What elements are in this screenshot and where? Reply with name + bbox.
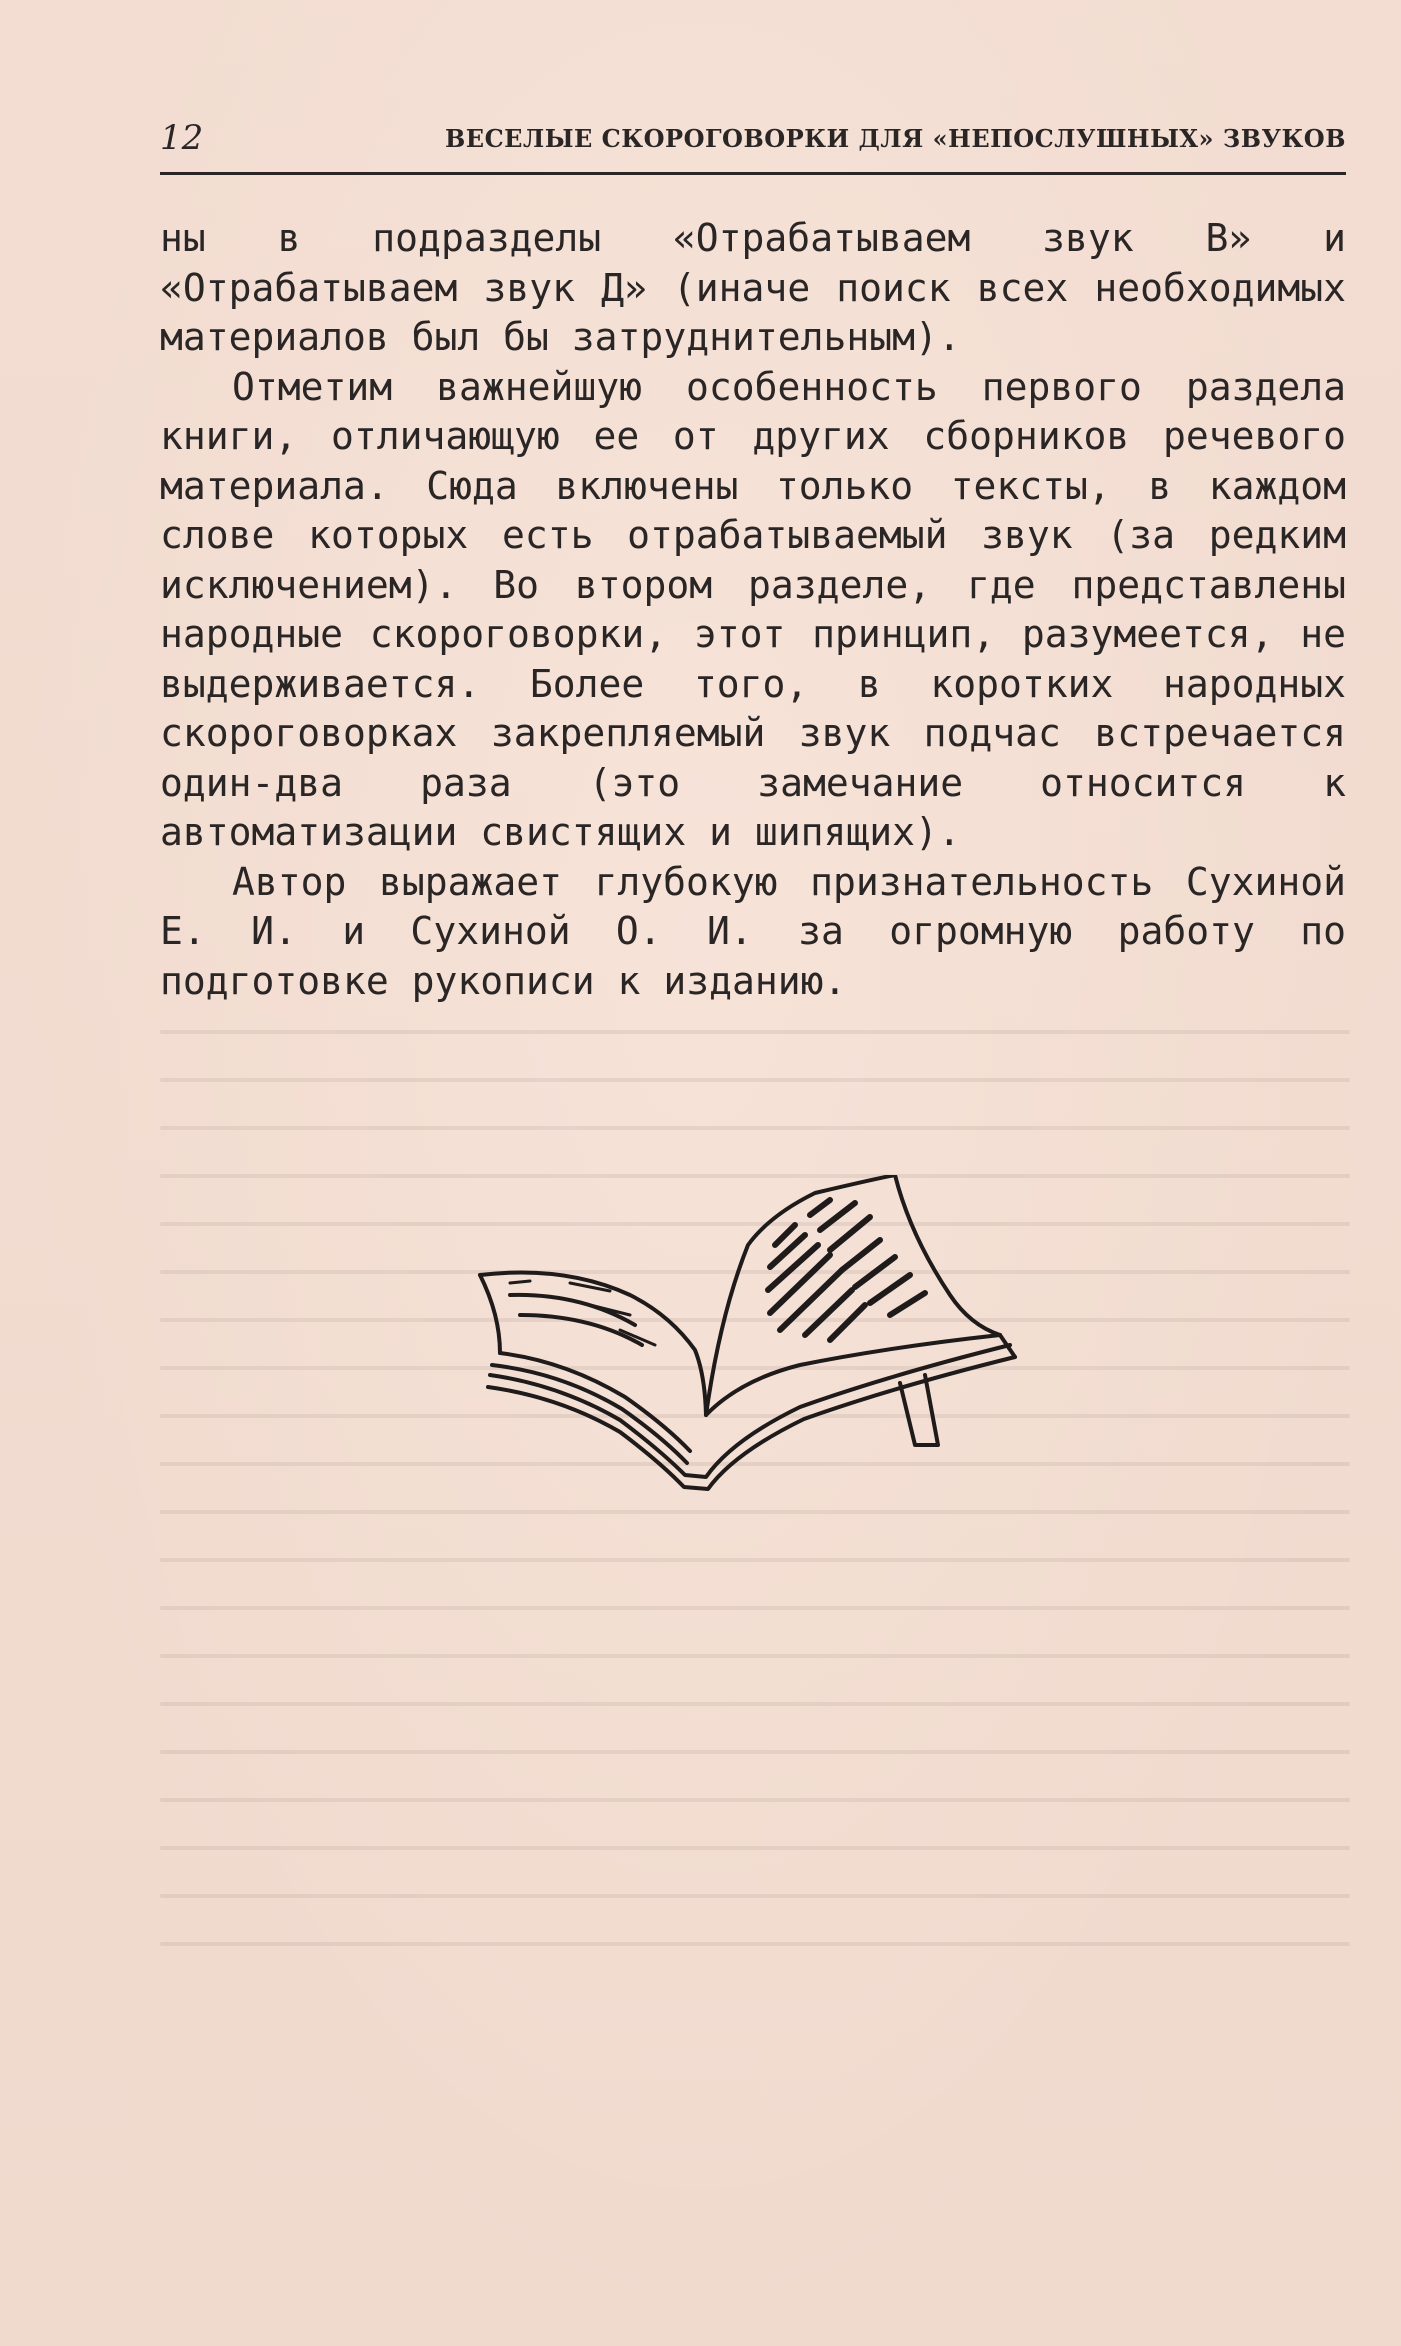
page-header bbox=[160, 118, 1346, 178]
header-rule bbox=[160, 172, 1346, 175]
body-text bbox=[160, 214, 1346, 1006]
open-book-icon bbox=[470, 1175, 1045, 1495]
paragraph-continued: ны в подразделы «Отрабатываем звук В» и «Отрабатываем звук Д» (иначе поиск всех необходимых материалов был бы затруднительным). bbox=[160, 216, 1346, 359]
running-title: ВЕСЕЛЫЕ СКОРОГОВОРКИ ДЛЯ «НЕПОСЛУШНЫХ» ЗВУКОВ bbox=[445, 124, 1346, 153]
paragraph-feature: Отметим важнейшую особенность первого раздела книги, отличающую ее от других сборников речевого материала. Сюда включены только тексты, в каждом слове которых есть отрабатываемый звук (за редким исключением). Во втором разделе, где представлены народные скороговорки, этот принцип, разумеется, не выдерживается. Более того, в коротких народных скороговорках закрепляемый звук подчас встречается один-два раза (это замечание относится к автоматизации свистящих и шипящих). bbox=[160, 364, 1346, 854]
paragraph-acknowledgement: Автор выражает глубокую признательность Сухиной Е. И. и Сухиной О. И. за огромную работу по подготовке рукописи к изданию. bbox=[160, 859, 1346, 1003]
page-number: 12 bbox=[160, 118, 204, 158]
